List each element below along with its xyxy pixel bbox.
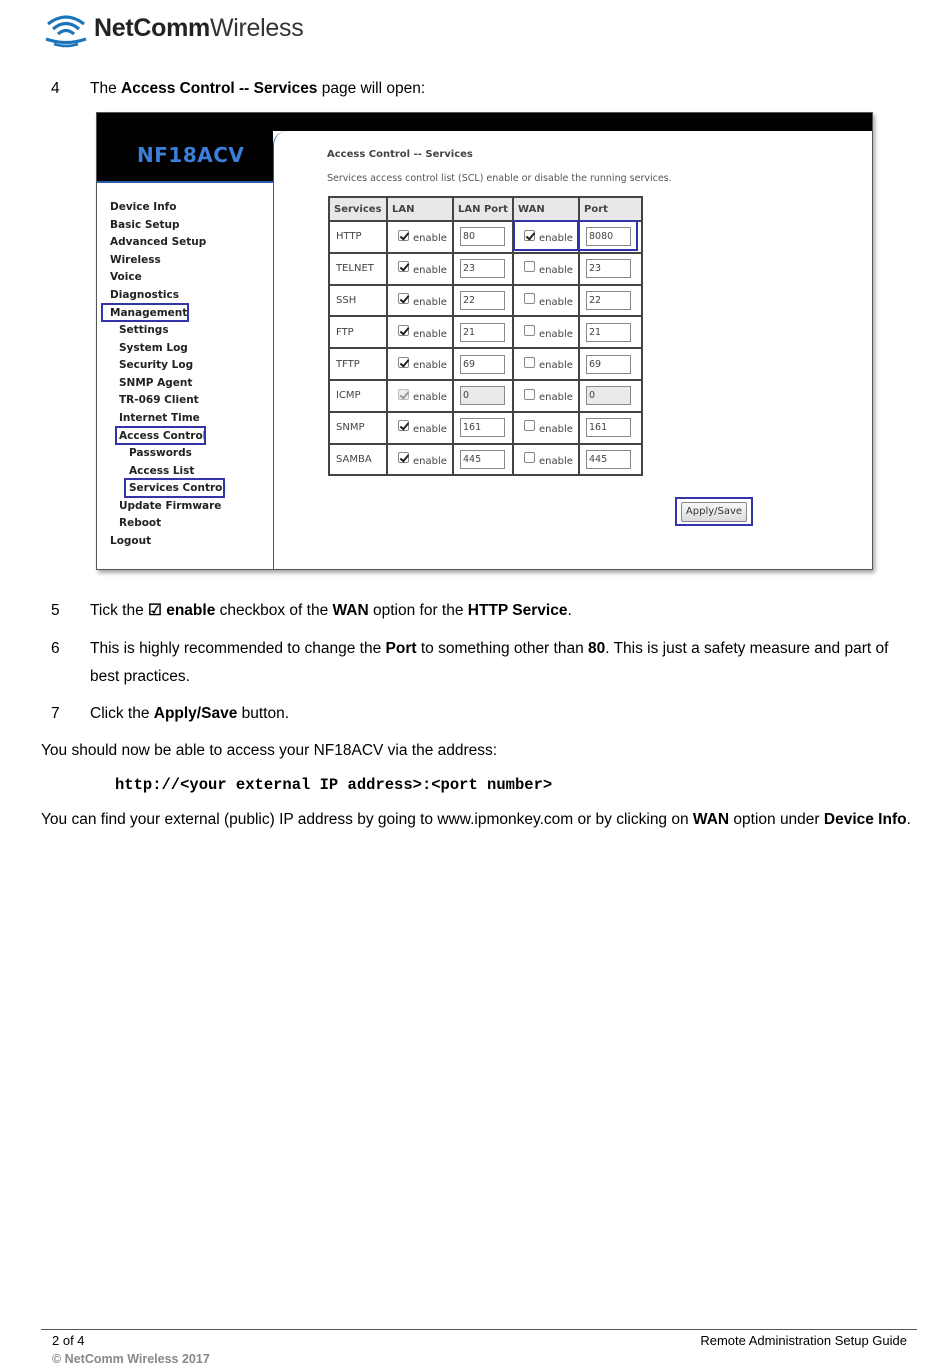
- nav-security-log[interactable]: Security Log: [119, 359, 194, 371]
- wan-enable-checkbox[interactable]: [524, 325, 535, 336]
- wan-port-input[interactable]: 445: [586, 450, 631, 469]
- apply-save-button[interactable]: Apply/Save: [681, 502, 747, 522]
- wan-enable-checkbox[interactable]: [524, 420, 535, 431]
- lan-enable-checkbox[interactable]: [398, 420, 409, 431]
- router-screenshot: [96, 112, 873, 570]
- wan-enable-checkbox[interactable]: [524, 389, 535, 400]
- wan-port-input[interactable]: 161: [586, 418, 631, 437]
- nav-settings[interactable]: Settings: [119, 324, 169, 336]
- lan-port-input: 0: [460, 386, 505, 405]
- router-brand-name: NF18ACV: [137, 143, 245, 167]
- wan-port-input[interactable]: 21: [586, 323, 631, 342]
- lan-port-input[interactable]: 80: [460, 227, 505, 246]
- router-nav: [97, 185, 273, 570]
- logo-text: NetCommWireless: [94, 13, 304, 42]
- nav-access-list[interactable]: Access List: [129, 465, 195, 477]
- highlight-wan-checkbox: [513, 220, 579, 251]
- step-text: Tick the ☑ enable checkbox of the WAN option for the HTTP Service.: [90, 602, 572, 619]
- step-text: Click the Apply/Save button.: [90, 705, 290, 722]
- wan-port-input[interactable]: 22: [586, 291, 631, 310]
- step-number: 7: [51, 705, 60, 722]
- lan-enable-checkbox[interactable]: [398, 325, 409, 336]
- nav-snmp-agent[interactable]: SNMP Agent: [119, 377, 193, 389]
- col-services: Services: [329, 197, 387, 221]
- lan-port-input[interactable]: 161: [460, 418, 505, 437]
- nav-update-firmware[interactable]: Update Firmware: [119, 500, 222, 512]
- lan-enable-checkbox[interactable]: [398, 230, 409, 241]
- wan-port-input[interactable]: 23: [586, 259, 631, 278]
- guide-title: Remote Administration Setup Guide: [700, 1333, 907, 1348]
- highlight-services-control: [124, 478, 225, 498]
- step-text: This is highly recommended to change the Port to something other than 80. This is just a safety measure and part of best practices.: [90, 640, 889, 685]
- col-lan-port: LAN Port: [453, 197, 513, 221]
- page-description: Services access control list (SCL) enable or disable the running services.: [327, 173, 672, 184]
- nav-reboot[interactable]: Reboot: [119, 517, 162, 529]
- service-name: ICMP: [329, 380, 387, 412]
- table-row: TFTP enable 69 enable 69: [329, 348, 642, 380]
- service-name: HTTP: [329, 221, 387, 253]
- highlight-management: [101, 303, 189, 322]
- table-row: HTTP enable 80 enable 8080: [329, 221, 642, 253]
- service-name: TELNET: [329, 253, 387, 285]
- external-ip-paragraph: You can find your external (public) IP address by going to www.ipmonkey.com or by clicking on WAN option under Device Info.: [41, 811, 911, 828]
- page-title: Access Control -- Services: [327, 149, 473, 160]
- nav-services-control[interactable]: Services Control: [129, 482, 226, 494]
- checkbox-glyph: ☑: [148, 602, 162, 619]
- nav-wireless[interactable]: Wireless: [110, 254, 161, 266]
- lan-enable-checkbox[interactable]: [398, 357, 409, 368]
- nav-diagnostics[interactable]: Diagnostics: [110, 289, 179, 301]
- wan-enable-checkbox[interactable]: [524, 357, 535, 368]
- service-name: SSH: [329, 285, 387, 317]
- nav-access-control[interactable]: Access Control: [119, 430, 207, 442]
- netcomm-logo: [44, 8, 303, 48]
- lan-enable-checkbox[interactable]: [398, 452, 409, 463]
- service-name: SNMP: [329, 412, 387, 444]
- lan-port-input[interactable]: 22: [460, 291, 505, 310]
- nav-device-info[interactable]: Device Info: [110, 201, 177, 213]
- lan-enable-checkbox[interactable]: [398, 293, 409, 304]
- wan-port-input[interactable]: 8080: [586, 227, 631, 246]
- col-wan: WAN: [513, 197, 579, 221]
- nav-system-log[interactable]: System Log: [119, 342, 188, 354]
- nav-advanced-setup[interactable]: Advanced Setup: [110, 236, 207, 248]
- table-row: ICMP enable 0 enable 0: [329, 380, 642, 412]
- step-text: The Access Control -- Services page will open:: [90, 80, 426, 97]
- nav-logout[interactable]: Logout: [110, 535, 152, 547]
- wan-enable-checkbox[interactable]: [524, 452, 535, 463]
- lan-port-input[interactable]: 21: [460, 323, 505, 342]
- wan-port-input: 0: [586, 386, 631, 405]
- lan-port-input[interactable]: 445: [460, 450, 505, 469]
- nav-internet-time[interactable]: Internet Time: [119, 412, 200, 424]
- step-number: 4: [51, 80, 60, 97]
- col-port: Port: [579, 197, 642, 221]
- table-row: SNMP enable 161 enable 161: [329, 412, 642, 444]
- nav-voice[interactable]: Voice: [110, 271, 142, 283]
- lan-port-input[interactable]: 23: [460, 259, 505, 278]
- nav-basic-setup[interactable]: Basic Setup: [110, 219, 180, 231]
- highlight-access-control: [115, 426, 206, 445]
- table-row: FTP enable 21 enable 21: [329, 316, 642, 348]
- address-code: http://<your external IP address>:<port number>: [115, 776, 553, 794]
- nav-passwords[interactable]: Passwords: [129, 447, 192, 459]
- highlight-wan-port: [578, 220, 638, 251]
- lan-enable-checkbox[interactable]: [398, 261, 409, 272]
- service-name: FTP: [329, 316, 387, 348]
- service-name: TFTP: [329, 348, 387, 380]
- lan-port-input[interactable]: 69: [460, 355, 505, 374]
- wan-port-input[interactable]: 69: [586, 355, 631, 374]
- service-name: SAMBA: [329, 444, 387, 476]
- footer-divider: [41, 1329, 917, 1330]
- page-number: 2 of 4: [52, 1333, 85, 1348]
- table-row: SAMBA enable 445 enable 445: [329, 444, 642, 476]
- step-number: 5: [51, 602, 60, 619]
- access-paragraph: You should now be able to access your NF18ACV via the address:: [41, 742, 498, 759]
- col-lan: LAN: [387, 197, 453, 221]
- nav-management[interactable]: Management: [110, 307, 188, 319]
- router-brand-panel: [97, 113, 273, 183]
- table-row: SSH enable 22 enable 22: [329, 285, 642, 317]
- lan-enable-checkbox: [398, 389, 409, 400]
- nav-tr069-client[interactable]: TR-069 Client: [119, 394, 199, 406]
- copyright: © NetComm Wireless 2017: [52, 1352, 210, 1366]
- table-row: TELNET enable 23 enable 23: [329, 253, 642, 285]
- wan-enable-checkbox[interactable]: [524, 293, 535, 304]
- wifi-logo-icon: [44, 8, 88, 48]
- step-number: 6: [51, 640, 60, 657]
- wan-enable-checkbox[interactable]: [524, 261, 535, 272]
